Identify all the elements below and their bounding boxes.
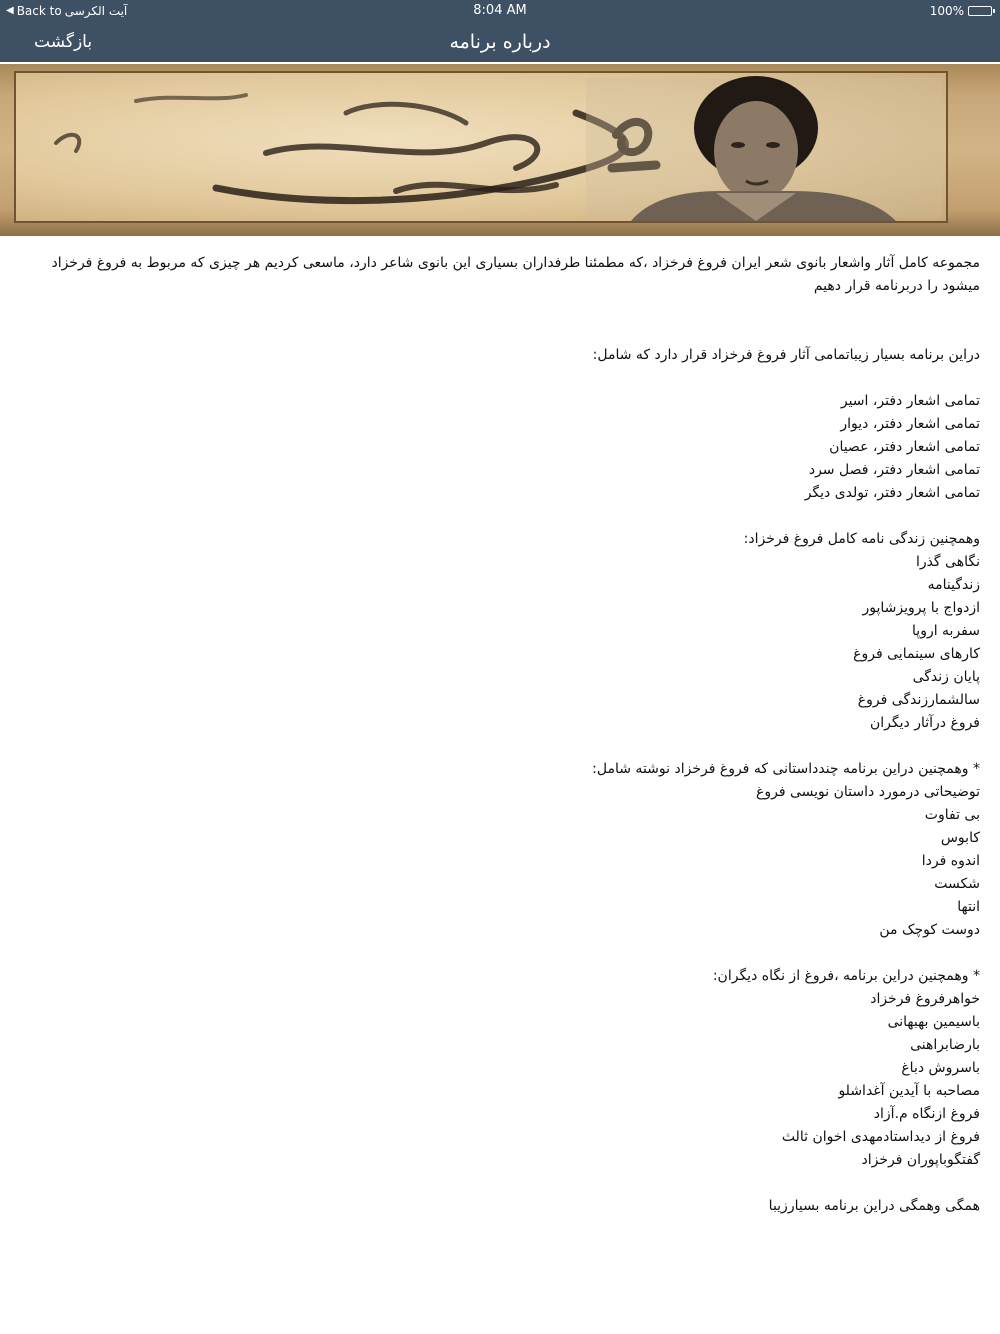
content-line: تمامی اشعار دفتر، فصل سرد xyxy=(808,462,980,478)
blank-line xyxy=(20,367,980,390)
content-line: * وهمچنین دراین برنامه چندداستانی که فروغ فرخزاد نوشته شامل: xyxy=(592,761,980,777)
blank-line xyxy=(20,1172,980,1195)
content-line: فروغ از دیداستادمهدی اخوان ثالث xyxy=(781,1129,980,1145)
blank-line xyxy=(20,505,980,528)
content-line: پایان زندگی xyxy=(912,669,980,685)
content-lines xyxy=(20,298,980,1218)
content-line: گفتگوباپوران فرخزاد xyxy=(861,1152,980,1168)
content-line: وهمچنین زندگی نامه کامل فروغ فرخزاد: xyxy=(743,531,980,547)
content-line: سالشمارزندگی فروغ xyxy=(857,692,980,708)
blank-line xyxy=(20,321,980,344)
content-line: بی تفاوت xyxy=(924,807,980,823)
content-line: باسیمین بهبهانی xyxy=(887,1014,980,1030)
calligraphy-strokes xyxy=(56,95,656,201)
back-app-name: آیت الکرسی xyxy=(64,4,128,18)
content-line: تمامی اشعار دفتر، تولدی دیگر xyxy=(804,485,980,501)
content-line: تمامی اشعار دفتر، دیوار xyxy=(840,416,980,432)
banner-parchment xyxy=(14,71,948,223)
portrait-image xyxy=(586,76,942,221)
content-line: کابوس xyxy=(940,830,980,846)
content-line: کارهای سینمایی فروغ xyxy=(853,646,980,662)
content-line: تمامی اشعار دفتر، عصیان xyxy=(829,439,980,455)
back-to-label: Back to xyxy=(16,4,62,18)
content-line: خواهرفروغ فرخزاد xyxy=(870,991,980,1007)
intro-paragraph: مجموعه کامل آثار واشعار بانوی شعر ایران فروغ فرخزاد ،که مطمئنا طرفداران بسیاری این بانوی شاعر دارد، ماسعی کردیم هر چیزی که مربوط به فروغ فرخزاد میشود را دربرنامه قرار دهیم xyxy=(51,255,980,294)
content-line: فروغ درآثار دیگران xyxy=(870,715,980,731)
blank-line xyxy=(20,942,980,965)
content-line: همگی وهمگی دراین برنامه بسیارزیبا xyxy=(768,1198,980,1214)
content-line: ازدواج با پرویزشاپور xyxy=(862,600,980,616)
content-line: تمامی اشعار دفتر، اسیر xyxy=(840,393,980,409)
content-line: * وهمچنین دراین برنامه ،فروغ از نگاه دیگران: xyxy=(712,968,980,984)
content-line: نگاهی گذرا xyxy=(915,554,980,570)
content-line: سفربه اروپا xyxy=(912,623,980,639)
blank-line xyxy=(20,298,980,321)
header-banner xyxy=(0,64,1000,236)
battery-icon xyxy=(968,6,992,16)
banner-artwork xyxy=(16,73,946,221)
top-bar xyxy=(0,0,1000,62)
content-line: شکست xyxy=(934,876,980,892)
content-line: انتها xyxy=(957,899,980,915)
content-line: توضیحاتی درمورد داستان نویسی فروغ xyxy=(756,784,980,800)
content-line: اندوه فردا xyxy=(921,853,980,869)
back-button[interactable]: بازگشت xyxy=(34,32,93,52)
content-line: مصاحبه با آیدین آغداشلو xyxy=(838,1083,980,1099)
blank-line xyxy=(20,735,980,758)
content-line: فروغ ازنگاه م.آزاد xyxy=(873,1106,980,1122)
back-triangle-icon: ◀ xyxy=(6,5,14,16)
content-line: دوست کوچک من xyxy=(879,922,980,938)
content-line: بارضابراهنی xyxy=(910,1037,980,1053)
content-line: باسروش دباغ xyxy=(901,1060,980,1076)
content-line: زندگینامه xyxy=(927,577,980,593)
page-title: درباره برنامه xyxy=(449,31,551,53)
battery-status xyxy=(930,3,992,19)
battery-percent: 100% xyxy=(929,4,964,18)
about-content xyxy=(20,252,980,1218)
status-time: 8:04 AM xyxy=(473,3,527,18)
content-line: دراین برنامه بسیار زیباتمامی آثار فروغ فرخزاد قرار دارد که شامل: xyxy=(592,347,980,363)
